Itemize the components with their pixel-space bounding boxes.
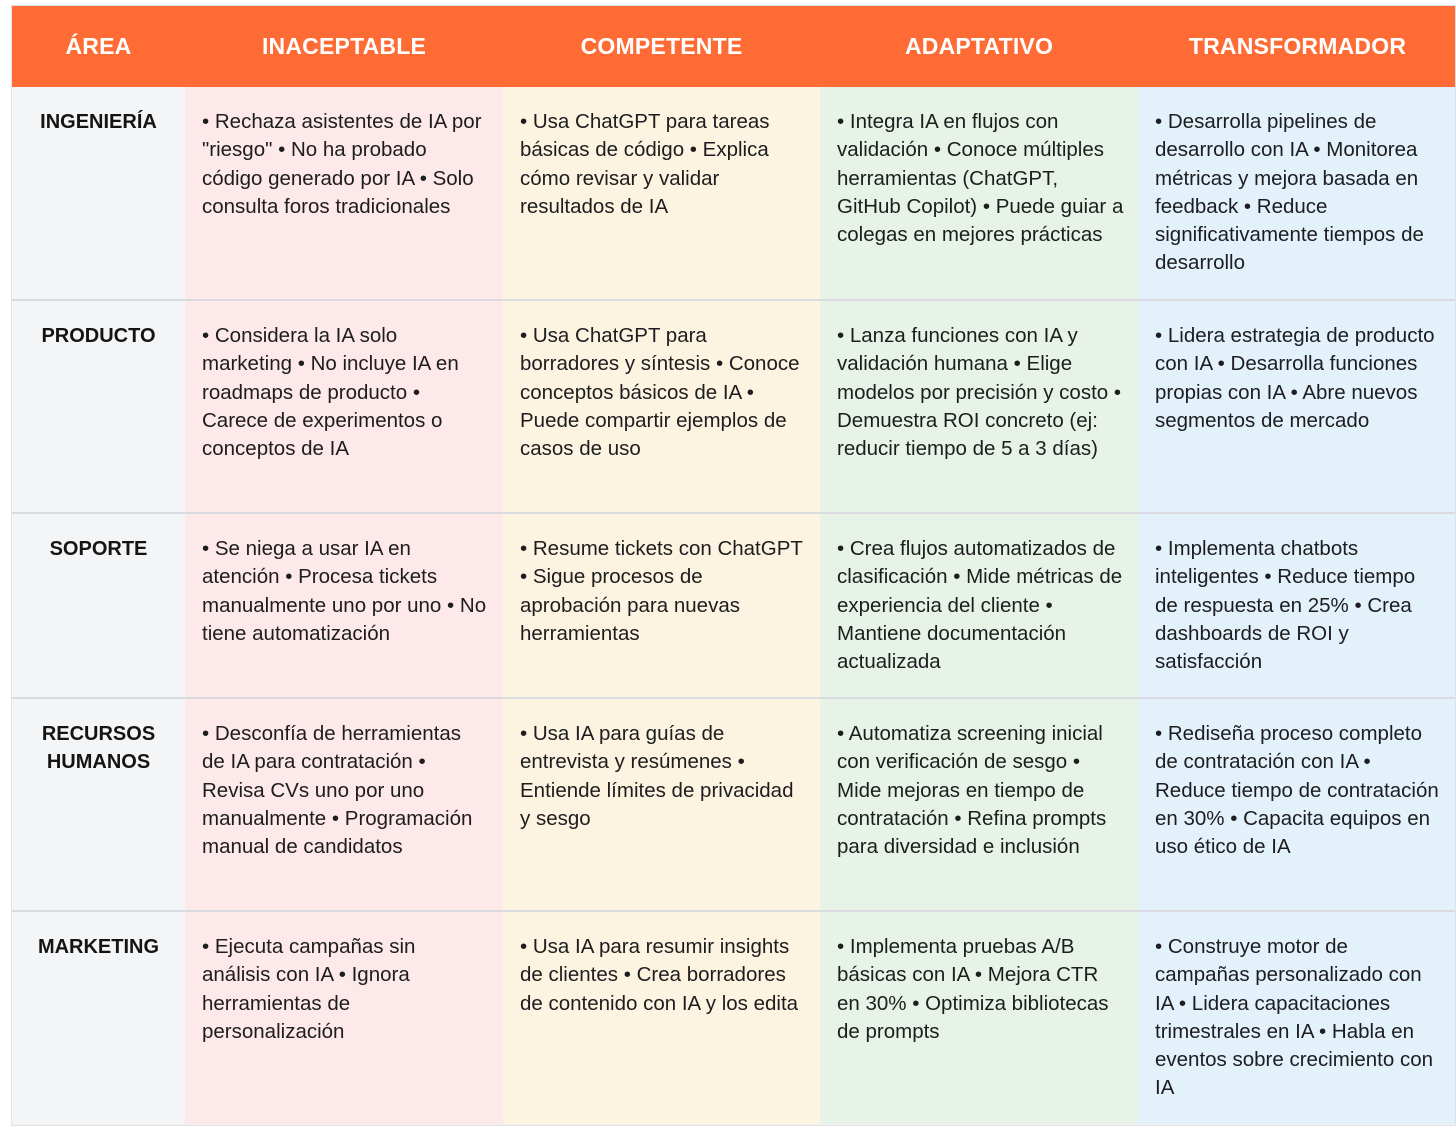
- header-row: [12, 6, 1456, 87]
- cell-transformador: • Construye motor de campañas personalizado con IA • Lidera capacitaciones trimestrales en IA • Habla en eventos sobre crecimiento con IA: [1138, 911, 1456, 1124]
- cell-transformador: • Implementa chatbots inteligentes • Reduce tiempo de respuesta en 25% • Crea dashboards de ROI y satisfacción: [1138, 513, 1456, 698]
- cell-inaceptable: • Ejecuta campañas sin análisis con IA • Ignora herramientas de personalización: [185, 911, 503, 1124]
- area-label: MARKETING: [12, 911, 185, 1124]
- cell-transformador: • Lidera estrategia de producto con IA • Desarrolla funciones propias con IA • Abre nuevos segmentos de mercado: [1138, 300, 1456, 513]
- header-adaptativo: ADAPTATIVO: [820, 6, 1138, 87]
- cell-competente: • Usa ChatGPT para tareas básicas de código • Explica cómo revisar y validar resultados de IA: [503, 87, 820, 300]
- cell-competente: • Usa IA para resumir insights de clientes • Crea borradores de contenido con IA y los edita: [503, 911, 820, 1124]
- cell-transformador: • Rediseña proceso completo de contratación con IA • Reduce tiempo de contratación en 30% • Capacita equipos en uso ético de IA: [1138, 698, 1456, 911]
- cell-competente: • Resume tickets con ChatGPT • Sigue procesos de aprobación para nuevas herramientas: [503, 513, 820, 698]
- cell-adaptativo: • Lanza funciones con IA y validación humana • Elige modelos por precisión y costo • Demuestra ROI concreto (ej: reducir tiempo de 5 a 3 días): [820, 300, 1138, 513]
- row-ingenieria: [12, 87, 1456, 300]
- cell-adaptativo: • Crea flujos automatizados de clasificación • Mide métricas de experiencia del cliente • Mantiene documentación actualizada: [820, 513, 1138, 698]
- cell-inaceptable: • Desconfía de herramientas de IA para contratación • Revisa CVs uno por uno manualmente • Programación manual de candidatos: [185, 698, 503, 911]
- cell-adaptativo: • Integra IA en flujos con validación • Conoce múltiples herramientas (ChatGPT, GitHub Copilot) • Puede guiar a colegas en mejores prácticas: [820, 87, 1138, 300]
- header-inaceptable: INACEPTABLE: [185, 6, 503, 87]
- ai-maturity-rubric-table: [12, 6, 1456, 1124]
- area-label: INGENIERÍA: [12, 87, 185, 300]
- area-label: PRODUCTO: [12, 300, 185, 513]
- row-recursos-humanos: [12, 698, 1456, 911]
- cell-inaceptable: • Se niega a usar IA en atención • Procesa tickets manualmente uno por uno • No tiene automatización: [185, 513, 503, 698]
- row-soporte: [12, 513, 1456, 698]
- header-transformador: TRANSFORMADOR: [1138, 6, 1456, 87]
- header-competente: COMPETENTE: [503, 6, 820, 87]
- row-producto: [12, 300, 1456, 513]
- cell-adaptativo: • Implementa pruebas A/B básicas con IA • Mejora CTR en 30% • Optimiza bibliotecas de prompts: [820, 911, 1138, 1124]
- rubric-frame: [11, 5, 1456, 1126]
- cell-inaceptable: • Rechaza asistentes de IA por "riesgo" • No ha probado código generado por IA • Solo consulta foros tradicionales: [185, 87, 503, 300]
- area-label: SOPORTE: [12, 513, 185, 698]
- header-area: ÁREA: [12, 6, 185, 87]
- cell-inaceptable: • Considera la IA solo marketing • No incluye IA en roadmaps de producto • Carece de experimentos o conceptos de IA: [185, 300, 503, 513]
- cell-competente: • Usa ChatGPT para borradores y síntesis • Conoce conceptos básicos de IA • Puede compartir ejemplos de casos de uso: [503, 300, 820, 513]
- area-label: RECURSOS HUMANOS: [12, 698, 185, 911]
- cell-competente: • Usa IA para guías de entrevista y resúmenes • Entiende límites de privacidad y sesgo: [503, 698, 820, 911]
- cell-adaptativo: • Automatiza screening inicial con verificación de sesgo • Mide mejoras en tiempo de contratación • Refina prompts para diversidad e inclusión: [820, 698, 1138, 911]
- cell-transformador: • Desarrolla pipelines de desarrollo con IA • Monitorea métricas y mejora basada en feedback • Reduce significativamente tiempos de desarrollo: [1138, 87, 1456, 300]
- row-marketing: [12, 911, 1456, 1124]
